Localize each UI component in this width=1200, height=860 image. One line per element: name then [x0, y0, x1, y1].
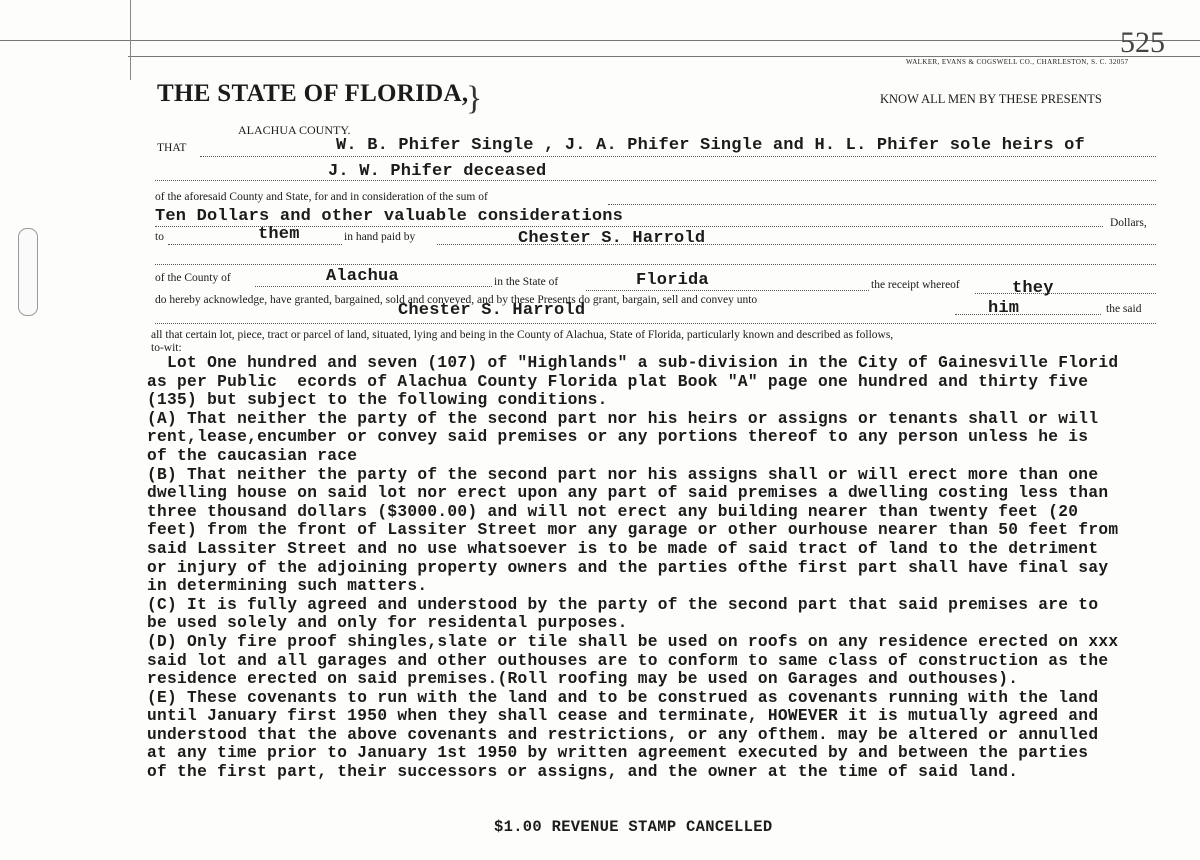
description-line: (B) That neither the party of the second part nor his assigns shall or will erect more than one: [147, 465, 1099, 484]
description-line: of the first part, their successors or assigns, and the owner at the time of said land.: [147, 763, 1019, 782]
left-margin-rule: [130, 0, 131, 80]
county-of-value: Alachua: [326, 267, 399, 286]
page-top-rule: [0, 40, 1200, 41]
to-wit-label: to-wit:: [151, 342, 182, 354]
convey-rule-2: [155, 323, 1156, 324]
description-line: rent,lease,encumber or convey said premises or any portions thereof to any person unless he is: [147, 428, 1089, 447]
description-line: in determining such matters.: [147, 577, 428, 596]
grantee-typed: Chester S. Harrold: [398, 301, 586, 320]
consideration-intro: of the aforesaid County and State, for and in consideration of the sum of: [155, 191, 488, 203]
description-line: said Lassiter Street and no use whatsoever is to be made of said tract of land to the detriment: [147, 539, 1099, 558]
consideration-rule-1: [608, 204, 1156, 205]
binder-hole: [18, 228, 38, 316]
convey-unto-value: him: [988, 299, 1020, 318]
description-line: dwelling house on said lot nor erect upon any part of said premises a dwelling costing less than: [147, 484, 1109, 503]
grantor-rule-1: [200, 156, 1156, 157]
know-all-men: KNOW ALL MEN BY THESE PRESENTS: [880, 92, 1102, 106]
paid-by-value: Chester S. Harrold: [518, 229, 706, 248]
receipt-value: they: [1012, 279, 1054, 298]
page-number: 525: [1120, 26, 1165, 59]
description-line: understood that the above covenants and restrictions, or any ofthem. may be altered or annulled: [147, 725, 1099, 744]
blank-rule: [155, 264, 1156, 265]
description-line: said lot and all garages and other outhouses are to conform to same class of construction as the: [147, 651, 1109, 670]
to-value: them: [258, 225, 300, 244]
description-line: as per Public ecords of Alachua County Florida plat Book "A" page one hundred and thirty five: [147, 372, 1089, 391]
document-title: THE STATE OF FLORIDA,: [157, 80, 469, 107]
description-line: residence erected on said premises.(Roll roofing may be used on Garages and outhouses).: [147, 670, 1019, 689]
description-intro: all that certain lot, piece, tract or parcel of land, situated, lying and being in the County of Alachua, State of Florida, particularly known and described as follows,: [151, 329, 894, 341]
grantor-rule-2: [155, 180, 1156, 181]
state-of-rule: [586, 290, 869, 291]
state-of-value: Florida: [636, 271, 709, 290]
consideration-amount: Ten Dollars and other valuable considerations: [155, 207, 624, 226]
to-label: to: [155, 231, 164, 243]
dollars-label: Dollars,: [1110, 217, 1147, 229]
description-line: Lot One hundred and seven (107) of "Highlands" a sub-division in the City of Gainesville Florid: [147, 354, 1119, 372]
county-of-label: of the County of: [155, 272, 231, 284]
description-line: feet) from the front of Lassiter Street mor any garage or other ourhouse nearer than 50 feet from: [147, 521, 1119, 540]
the-said-label: the said: [1106, 303, 1142, 315]
convey-rule: [955, 314, 1101, 315]
legal-description: [147, 354, 1118, 782]
state-of-label: in the State of: [494, 276, 559, 288]
page-top-rule-2: [128, 56, 1200, 57]
description-line: or injury of the adjoining property owners and the parties ofthe first part shall have final say: [147, 558, 1109, 577]
acknowledge-text: do hereby acknowledge, have granted, bargained, sold and conveyed, and by these Presents do grant, bargain, sell and convey unto: [155, 294, 758, 306]
description-line: (E) These covenants to run with the land and to be construed as covenants running with the land: [147, 688, 1099, 707]
paid-by-label: in hand paid by: [344, 231, 416, 243]
printer-imprint: WALKER, EVANS & COGSWELL CO., CHARLESTON, S. C. 32057: [906, 58, 1129, 66]
grantors-line-2: J. W. Phifer deceased: [328, 162, 547, 181]
description-line: (135) but subject to the following conditions.: [147, 391, 608, 410]
description-line: (A) That neither the party of the second part nor his heirs or assigns or tenants shall or will: [147, 409, 1099, 428]
receipt-label: the receipt whereof: [871, 279, 960, 291]
description-line: three thousand dollars ($3000.00) and will not erect any building nearer than twenty feet (20: [147, 502, 1079, 521]
description-line: until January first 1950 when they shall cease and terminate, HOWEVER it is mutually agreed and: [147, 707, 1099, 726]
description-line: (D) Only fire proof shingles,slate or tile shall be used on roofs on any residence erected on xxx: [147, 632, 1119, 651]
description-line: be used solely and only for residental purposes.: [147, 614, 628, 633]
description-line: at any time prior to January 1st 1950 by written agreement executed by and between the parties: [147, 744, 1089, 763]
grantors-line-1: W. B. Phifer Single , J. A. Phifer Single and H. L. Phifer sole heirs of: [336, 136, 1085, 155]
that-label: THAT: [157, 142, 187, 154]
county-heading: ALACHUA COUNTY.: [238, 123, 351, 137]
description-line: of the caucasian race: [147, 446, 358, 465]
description-line: (C) It is fully agreed and understood by the party of the second part that said premises are to: [147, 595, 1099, 614]
county-of-rule: [255, 286, 492, 287]
brace-mark: }: [466, 80, 483, 117]
to-rule: [168, 244, 342, 245]
receipt-rule: [975, 293, 1156, 294]
revenue-stamp-note: $1.00 REVENUE STAMP CANCELLED: [494, 818, 773, 836]
